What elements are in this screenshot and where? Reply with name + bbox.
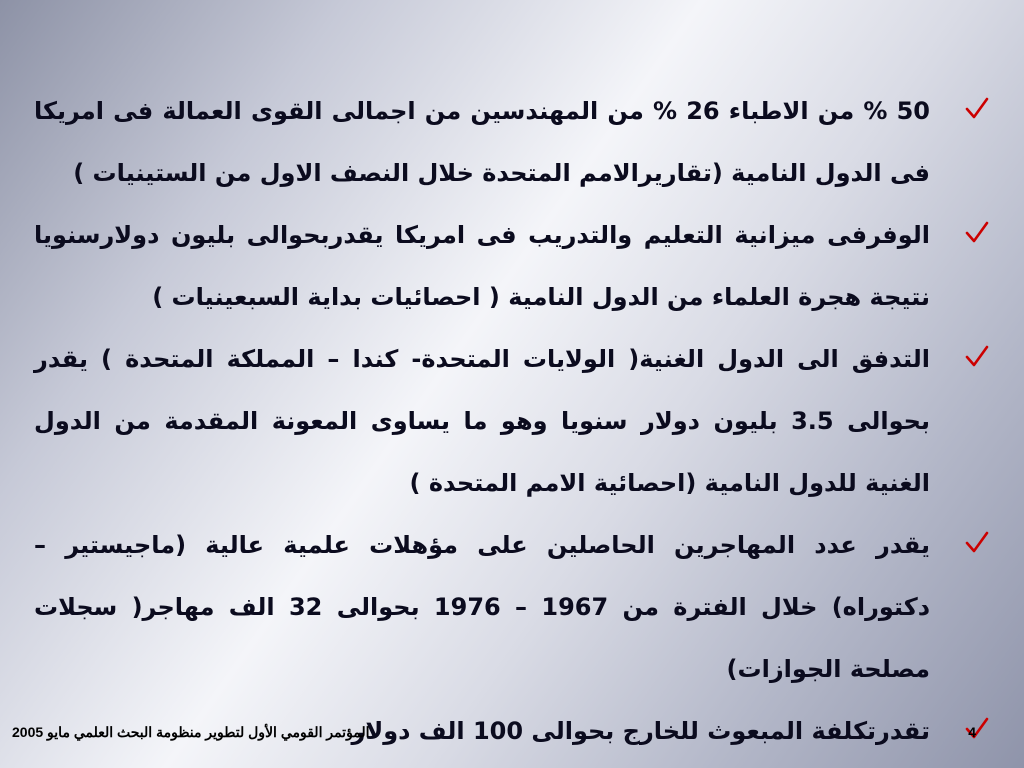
checkmark-icon (964, 96, 990, 122)
footer-conference-text: المؤتمر القومي الأول لتطوير منظومة البحث العلمي مايو 2005 (12, 724, 370, 740)
checkmark-icon (964, 220, 990, 246)
bullet-item (34, 80, 994, 204)
footer (0, 724, 1024, 746)
bullet-item (34, 328, 994, 514)
bullet-text: 50 % من الاطباء 26 % من المهندسين من اجمالى القوى العمالة فى امريكا فى الدول النامية (تقاريرالامم المتحدة خلال النصف الاول من الستينيات ) (34, 97, 930, 187)
checkmark-icon (964, 344, 990, 370)
page-number: 4 (968, 724, 976, 740)
bullet-list (34, 80, 994, 762)
bullet-text: يقدر عدد المهاجرين الحاصلين على مؤهلات علمية عالية (ماجيستير – دكتوراه) خلال الفترة من 1967 – 1976 بحوالى 32 الف مهاجر( سجلات مصلحة الجوازات) (34, 531, 931, 683)
bullet-item (34, 204, 994, 328)
bullet-text: الوفرفى ميزانية التعليم والتدريب فى امريكا يقدربحوالى بليون دولارسنويا نتيجة هجرة العلماء من الدول النامية ( احصائيات بداية السبعينيات ) (34, 221, 930, 311)
bullet-item (34, 514, 994, 700)
checkmark-icon (964, 530, 990, 556)
bullet-text: التدفق الى الدول الغنية( الولايات المتحدة- كندا – المملكة المتحدة ) يقدر بحوالى 3.5 بليون دولار سنويا وهو ما يساوى المعونة المقدمة من الدول الغنية للدول النامية (احصائية الامم المتحدة ) (34, 345, 930, 497)
bullet-text: تقدرتكلفة المبعوث للخارج بحوالى 100 الف دولار (351, 717, 930, 745)
